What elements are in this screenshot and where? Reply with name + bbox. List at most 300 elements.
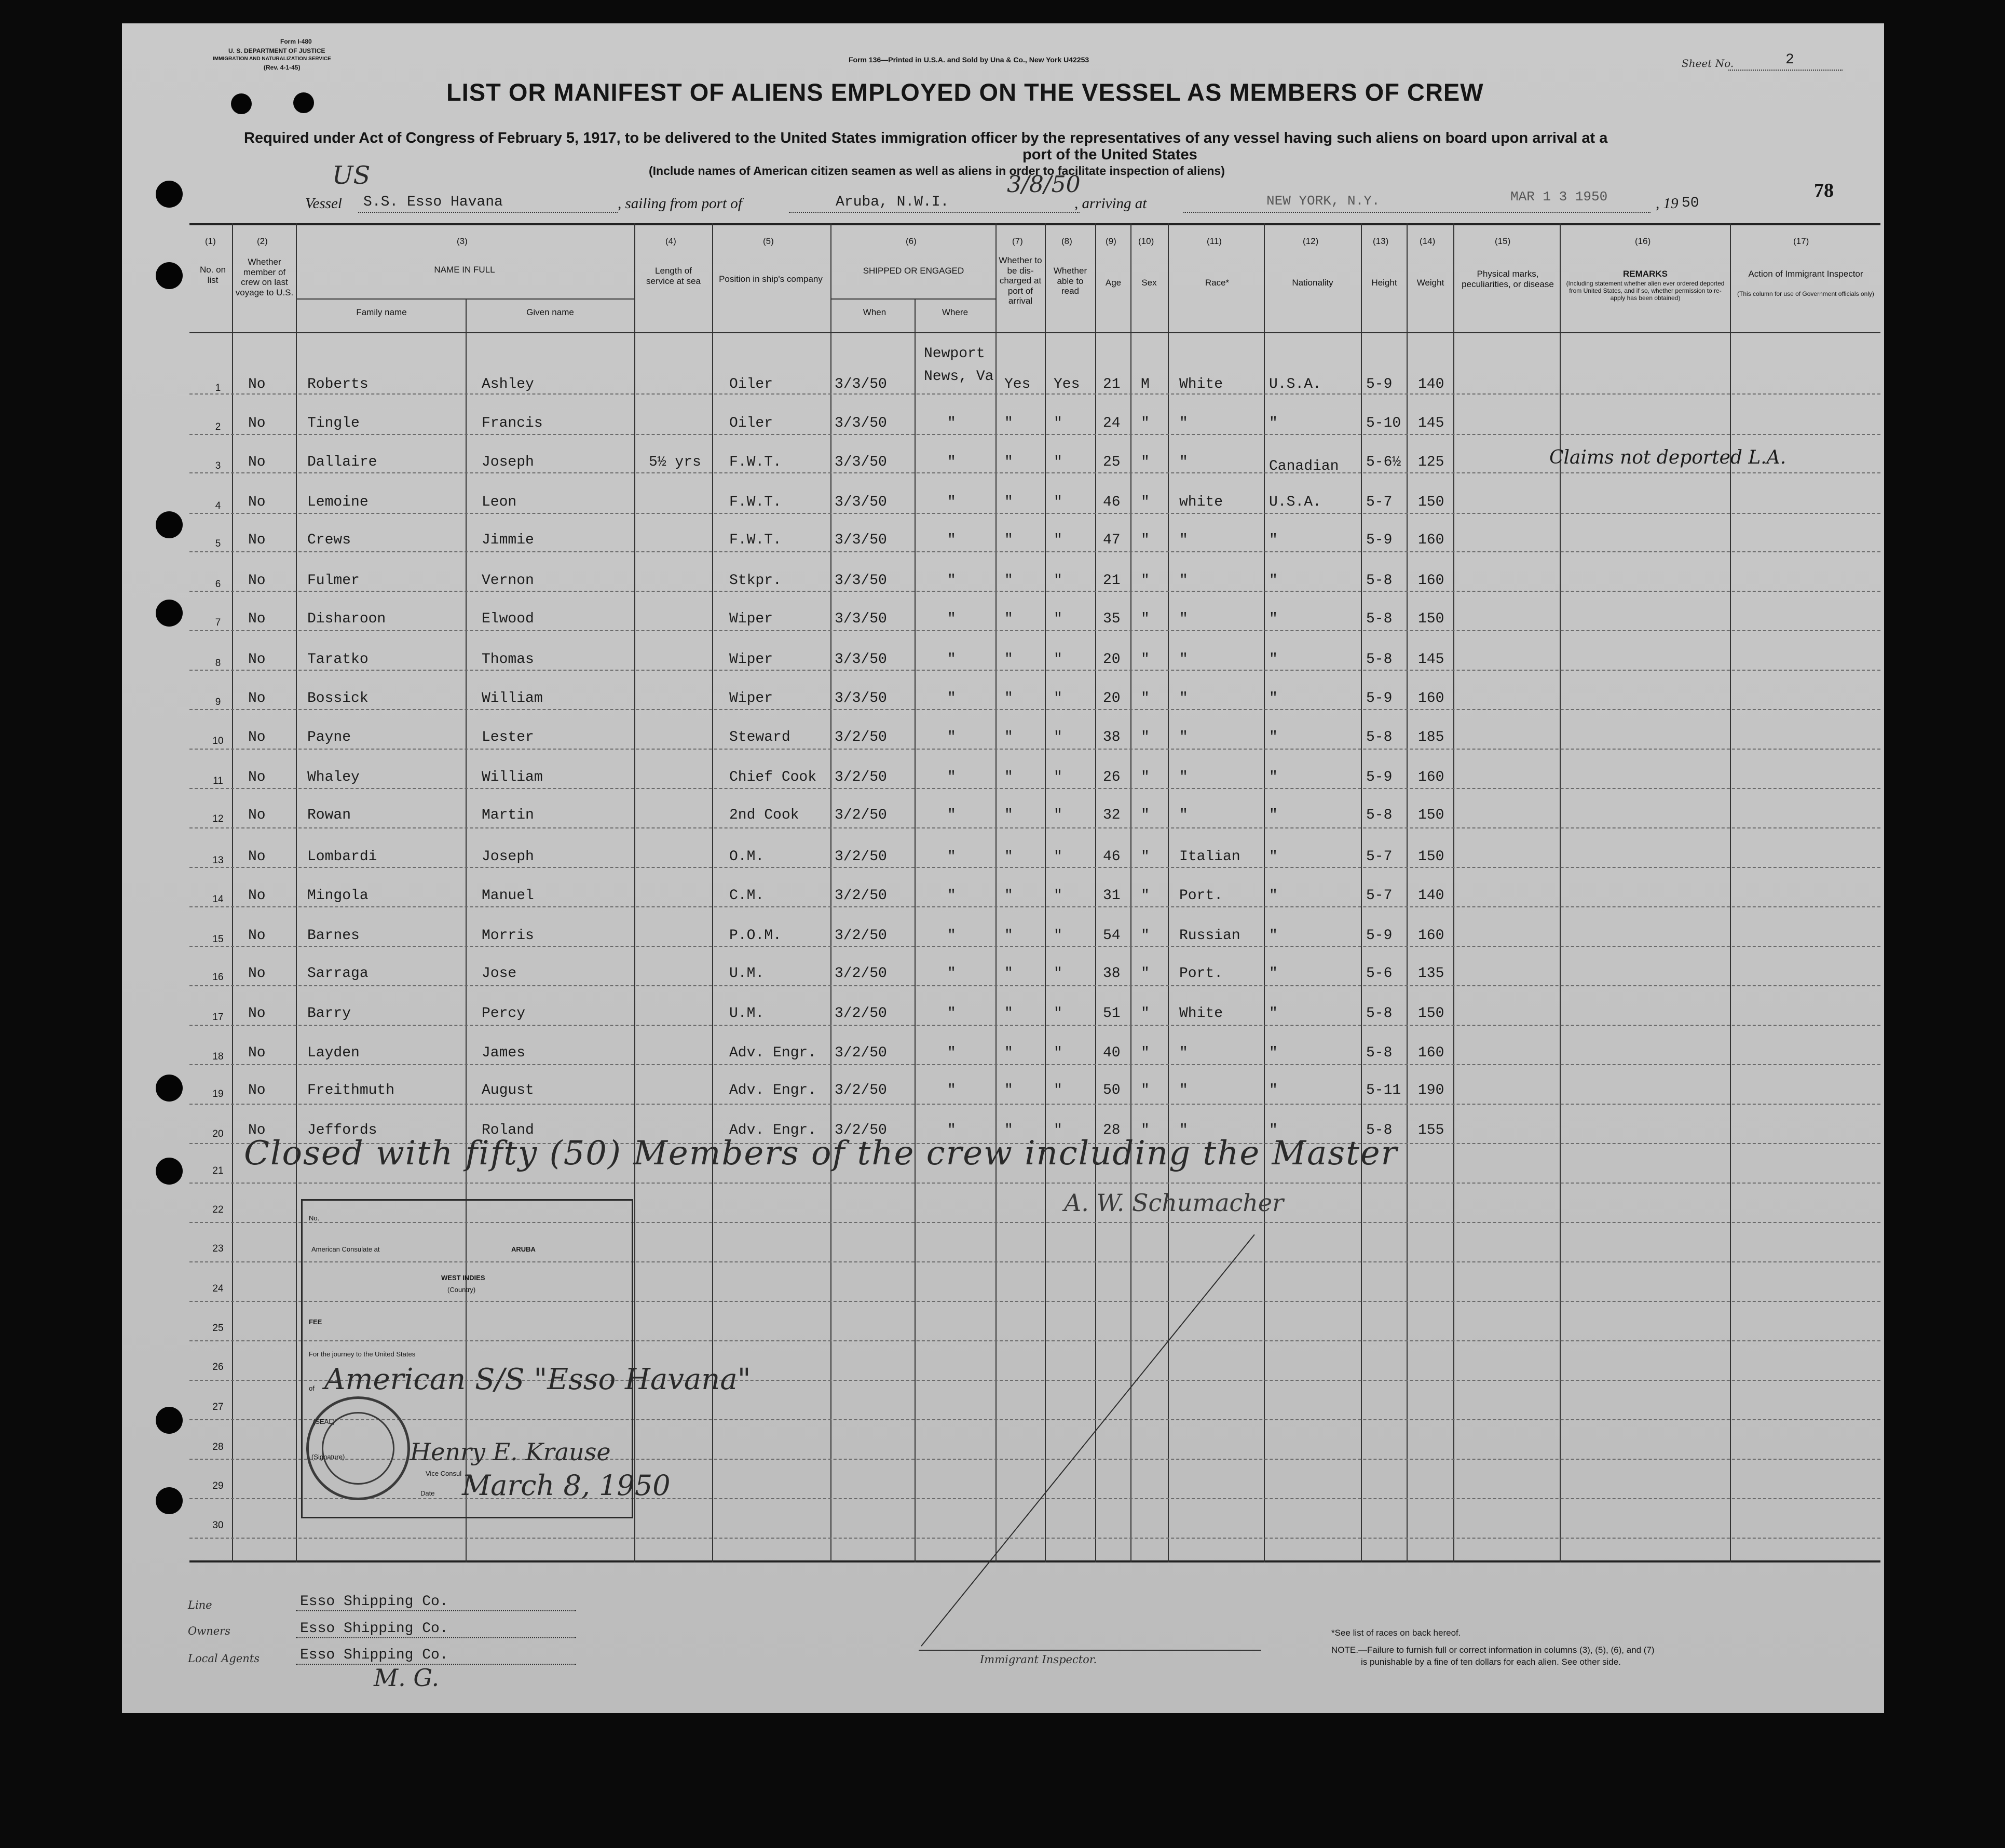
cell-able-to-read: "	[1054, 888, 1062, 904]
cell-shipped-when: 3/2/50	[835, 1082, 887, 1098]
cell-nationality: "	[1269, 690, 1278, 706]
col3-family-header: Family name	[356, 307, 407, 317]
cell-height: 5-7	[1366, 888, 1393, 904]
cell-age: 20	[1103, 651, 1121, 668]
cell-shipped-when: 3/2/50	[835, 769, 887, 785]
col15-number: (15)	[1495, 236, 1511, 246]
cell-position: Wiper	[729, 690, 773, 706]
col17-header: Action of Immigrant Inspector	[1748, 269, 1863, 279]
cell-nationality: "	[1269, 849, 1278, 865]
cell-discharged: "	[1004, 494, 1013, 510]
cell-shipped-when: 3/3/50	[835, 532, 887, 548]
arrival-line	[1183, 212, 1651, 213]
cell-shipped-where: "	[947, 966, 956, 982]
cell-shipped-when: 3/3/50	[835, 573, 887, 589]
cell-given-name: Thomas	[482, 651, 534, 668]
master-signature: A. W. Schumacher	[1064, 1189, 1284, 1217]
cell-height: 5-8	[1366, 1005, 1393, 1022]
row-number: 12	[212, 813, 224, 824]
cell-height: 5-6½	[1366, 454, 1401, 470]
cell-able-to-read: "	[1054, 966, 1062, 982]
cell-shipped-when: 3/2/50	[835, 807, 887, 823]
cell-position: Steward	[729, 729, 790, 745]
cell-age: 46	[1103, 494, 1121, 510]
row-rule	[189, 788, 1880, 789]
cell-position: C.M.	[729, 888, 765, 904]
col14-header: Weight	[1416, 278, 1444, 288]
footer-penalty-note-1: NOTE.—Failure to furnish full or correct information in columns (3), (5), (6), and (7)	[1331, 1645, 1655, 1655]
row-number: 2	[215, 422, 221, 432]
cell-weight: 150	[1418, 807, 1444, 823]
cell-able-to-read: "	[1054, 532, 1062, 548]
cell-race: "	[1179, 573, 1188, 589]
stamp-signature-label: (Signature)	[311, 1453, 345, 1461]
row-number: 30	[212, 1520, 224, 1531]
cell-discharged: "	[1004, 966, 1013, 982]
cell-prev-voyage: No	[248, 928, 266, 944]
cell-race: "	[1179, 1045, 1188, 1061]
cell-given-name: William	[482, 690, 543, 706]
stamp-country-label: (Country)	[447, 1286, 476, 1294]
cell-shipped-when: 3/3/50	[835, 611, 887, 627]
cell-height: 5-9	[1366, 532, 1393, 548]
row-number: 28	[212, 1442, 224, 1452]
cell-able-to-read: "	[1054, 849, 1062, 865]
cell-shipped-where: "	[947, 1082, 956, 1098]
cell-sex: M	[1141, 376, 1150, 392]
cell-given-name: Ashley	[482, 376, 534, 392]
cell-position: O.M.	[729, 849, 765, 865]
cell-prev-voyage: No	[248, 1082, 266, 1098]
cell-shipped-where: "	[947, 769, 956, 785]
col-divider	[1045, 223, 1046, 1562]
col1-header: No. on list	[199, 265, 226, 285]
row-number: 8	[215, 658, 221, 669]
cell-nationality: "	[1269, 1005, 1278, 1022]
cell-able-to-read: "	[1054, 729, 1062, 745]
col7-number: (7)	[1012, 236, 1023, 246]
cell-height: 5-8	[1366, 1045, 1393, 1061]
cell-nationality: "	[1269, 573, 1278, 589]
row-rule	[189, 591, 1880, 592]
cell-shipped-when: 3/2/50	[835, 966, 887, 982]
row-rule	[189, 670, 1880, 671]
row-rule	[189, 985, 1880, 986]
form-rev: (Rev. 4-1-45)	[264, 64, 301, 71]
row-number: 18	[212, 1051, 224, 1062]
form-id: Form I-480	[280, 38, 312, 45]
col8-header: Whether able to read	[1053, 266, 1087, 296]
col12-number: (12)	[1303, 236, 1319, 246]
footer-owners-label: Owners	[188, 1625, 230, 1637]
cell-shipped-where: "	[947, 1005, 956, 1022]
stamp-fee: FEE	[309, 1318, 322, 1326]
cell-height: 5-8	[1366, 611, 1393, 627]
cell-able-to-read: "	[1054, 1122, 1062, 1138]
punch-hole-5	[156, 1075, 183, 1102]
cell-height: 5-9	[1366, 376, 1393, 392]
cell-weight: 160	[1418, 769, 1444, 785]
cell-shipped-where: "	[947, 494, 956, 510]
cell-position: F.W.T.	[729, 494, 782, 510]
cell-nationality: "	[1269, 966, 1278, 982]
cell-nationality: "	[1269, 1082, 1278, 1098]
col6-number: (6)	[906, 236, 917, 246]
cell-shipped-where: "	[947, 532, 956, 548]
col9-number: (9)	[1106, 236, 1116, 246]
cell-discharged: "	[1004, 1082, 1013, 1098]
footer-owners-value: Esso Shipping Co.	[300, 1621, 448, 1637]
cell-family-name: Bossick	[307, 690, 369, 706]
cell-race: "	[1179, 611, 1188, 627]
header-bottom-rule	[189, 332, 1880, 333]
year-prefix: , 19	[1656, 195, 1679, 212]
row-number: 24	[212, 1283, 224, 1294]
cell-discharged: "	[1004, 1122, 1013, 1138]
cell-position: Wiper	[729, 611, 773, 627]
col11-header: Race*	[1205, 278, 1230, 288]
row-number: 25	[212, 1323, 224, 1334]
sheet-number: 2	[1785, 52, 1794, 68]
col5-header: Position in ship's company	[719, 274, 823, 284]
cell-height: 5-8	[1366, 807, 1393, 823]
cell-shipped-when: 3/3/50	[835, 690, 887, 706]
cell-discharged: "	[1004, 651, 1013, 668]
cell-age: 25	[1103, 454, 1121, 470]
arrival-port-stamp: NEW YORK, N.Y.	[1266, 193, 1380, 209]
row-rule	[189, 472, 1880, 473]
cell-sex: "	[1141, 611, 1150, 627]
cell-shipped-when: 3/2/50	[835, 888, 887, 904]
row-number: 29	[212, 1480, 224, 1491]
cell-shipped-where: "	[947, 729, 956, 745]
cell-discharged: "	[1004, 573, 1013, 589]
row-number: 17	[212, 1012, 224, 1023]
cell-prev-voyage: No	[248, 1045, 266, 1061]
footer-agents-label: Local Agents	[188, 1652, 260, 1665]
cell-able-to-read: "	[1054, 807, 1062, 823]
cell-sex: "	[1141, 573, 1150, 589]
cell-nationality: U.S.A.	[1269, 494, 1321, 510]
cell-weight: 185	[1418, 729, 1444, 745]
cell-family-name: Barry	[307, 1005, 351, 1022]
footer-line-rule	[296, 1610, 576, 1611]
footer-inspector-label: Immigrant Inspector.	[980, 1653, 1097, 1666]
footer-initials: M. G.	[374, 1664, 440, 1692]
col15-header: Physical marks, peculiarities, or disease	[1462, 269, 1554, 289]
footer-line-label: Line	[188, 1599, 212, 1611]
col16-header: REMARKS	[1623, 269, 1668, 279]
cell-nationality: "	[1269, 415, 1278, 431]
cell-shipped-where: Newport News, Va	[924, 346, 994, 385]
row-number: 9	[215, 697, 221, 708]
cell-family-name: Fulmer	[307, 573, 360, 589]
cell-position: Oiler	[729, 415, 773, 431]
row-number: 13	[212, 855, 224, 866]
row-rule	[189, 434, 1880, 435]
cell-able-to-read: "	[1054, 454, 1062, 470]
cell-position: F.W.T.	[729, 532, 782, 548]
col-divider	[1453, 223, 1454, 1562]
cell-sex: "	[1141, 729, 1150, 745]
cell-weight: 190	[1418, 1082, 1444, 1098]
cell-able-to-read: "	[1054, 690, 1062, 706]
cell-able-to-read: "	[1054, 611, 1062, 627]
cell-able-to-read: "	[1054, 494, 1062, 510]
cell-height: 5-10	[1366, 415, 1401, 431]
cell-able-to-read: "	[1054, 928, 1062, 944]
cell-age: 35	[1103, 611, 1121, 627]
stamp-date-handwritten: March 8, 1950	[462, 1469, 671, 1502]
col-divider	[1730, 223, 1731, 1562]
cell-shipped-when: 3/2/50	[835, 729, 887, 745]
col-divider	[915, 298, 916, 1562]
vessel-name-line	[358, 212, 618, 213]
cell-discharged: Yes	[1004, 376, 1031, 392]
cell-position: Chief Cook	[729, 769, 817, 785]
sheet-label: Sheet No.	[1682, 57, 1734, 70]
cell-height: 5-6	[1366, 966, 1393, 982]
cell-nationality: "	[1269, 729, 1278, 745]
cell-height: 5-11	[1366, 1082, 1401, 1098]
stamp-consulate: American Consulate at	[311, 1245, 380, 1253]
cell-given-name: Martin	[482, 807, 534, 823]
cell-discharged: "	[1004, 769, 1013, 785]
handwritten-date: 3/8/50	[1007, 171, 1081, 198]
cell-age: 47	[1103, 532, 1121, 548]
cell-given-name: Joseph	[482, 454, 534, 470]
cell-height: 5-7	[1366, 494, 1393, 510]
handwritten-us: US	[332, 161, 371, 190]
cell-given-name: Morris	[482, 928, 534, 944]
cell-able-to-read: "	[1054, 1005, 1062, 1022]
cell-weight: 140	[1418, 376, 1444, 392]
cell-race: "	[1179, 532, 1188, 548]
cell-family-name: Lombardi	[307, 849, 377, 865]
cell-family-name: Freithmuth	[307, 1082, 395, 1098]
cell-weight: 140	[1418, 888, 1444, 904]
cell-race: "	[1179, 1122, 1188, 1138]
cell-nationality: "	[1269, 807, 1278, 823]
col-divider	[830, 223, 831, 1562]
col8-number: (8)	[1061, 236, 1072, 246]
row-rule	[189, 709, 1880, 710]
cell-shipped-when: 3/2/50	[835, 928, 887, 944]
footer-penalty-note-2: is punishable by a fine of ten dollars for each alien. See other side.	[1361, 1657, 1621, 1667]
cell-race: "	[1179, 454, 1188, 470]
row-rule	[189, 1104, 1880, 1105]
row-number: 4	[215, 500, 221, 511]
row-rule	[189, 630, 1880, 631]
cell-family-name: Whaley	[307, 769, 360, 785]
cell-position: Adv. Engr.	[729, 1122, 817, 1138]
col2-header: Whether member of crew on last voyage to U.S.	[235, 257, 294, 297]
row-number: 6	[215, 579, 221, 590]
cell-height: 5-8	[1366, 729, 1393, 745]
cell-discharged: "	[1004, 611, 1013, 627]
col17-number: (17)	[1793, 236, 1809, 246]
footer-agents-value: Esso Shipping Co.	[300, 1647, 448, 1663]
cell-race: white	[1179, 494, 1223, 510]
cell-height: 5-8	[1366, 1122, 1393, 1138]
cell-age: 50	[1103, 1082, 1121, 1098]
cell-prev-voyage: No	[248, 573, 266, 589]
col-divider	[1264, 223, 1265, 1562]
row-number: 10	[212, 736, 224, 746]
cell-position: Adv. Engr.	[729, 1082, 817, 1098]
cell-family-name: Barnes	[307, 928, 360, 944]
cell-weight: 160	[1418, 690, 1444, 706]
cell-age: 21	[1103, 573, 1121, 589]
punch-hole-8	[156, 1487, 183, 1514]
col14-number: (14)	[1420, 236, 1436, 246]
cell-age: 51	[1103, 1005, 1121, 1022]
cell-position: U.M.	[729, 966, 765, 982]
col-divider	[1361, 223, 1362, 1562]
cell-discharged: "	[1004, 690, 1013, 706]
cell-sex: "	[1141, 1045, 1150, 1061]
cell-family-name: Mingola	[307, 888, 369, 904]
row-rule	[189, 749, 1880, 750]
row-rule	[189, 867, 1880, 868]
col10-number: (10)	[1138, 236, 1154, 246]
cell-given-name: August	[482, 1082, 534, 1098]
row-rule	[189, 393, 1880, 395]
cell-family-name: Crews	[307, 532, 351, 548]
cell-height: 5-9	[1366, 928, 1393, 944]
row-number: 3	[215, 460, 221, 471]
row-rule	[189, 1025, 1880, 1026]
col1-number: (1)	[205, 236, 216, 246]
cell-sex: "	[1141, 807, 1150, 823]
punch-hole-7	[156, 1407, 183, 1434]
cell-length-of-service: 5½ yrs	[649, 454, 701, 470]
cell-height: 5-7	[1366, 849, 1393, 865]
col-divider	[712, 223, 713, 1562]
cell-prev-voyage: No	[248, 807, 266, 823]
cell-shipped-where: "	[947, 415, 956, 431]
cell-sex: "	[1141, 888, 1150, 904]
footer-races-note: *See list of races on back hereof.	[1331, 1628, 1461, 1638]
stamp-seal-label: (SEAL)	[313, 1418, 335, 1425]
cell-weight: 150	[1418, 494, 1444, 510]
cell-sex: "	[1141, 494, 1150, 510]
cell-race: Port.	[1179, 966, 1223, 982]
col6-where-header: Where	[942, 307, 969, 317]
page-corner-number: 78	[1814, 180, 1834, 201]
closing-note: Closed with fifty (50) Members of the crew including the Master	[244, 1134, 1398, 1173]
punch-hole-2	[156, 262, 183, 289]
col5-number: (5)	[763, 236, 774, 246]
cell-given-name: Roland	[482, 1122, 534, 1138]
cell-nationality: "	[1269, 532, 1278, 548]
cell-prev-voyage: No	[248, 494, 266, 510]
row-number: 23	[212, 1243, 224, 1254]
manifest-title: LIST OR MANIFEST OF ALIENS EMPLOYED ON THE VESSEL AS MEMBERS OF CREW	[446, 78, 1484, 106]
col16-subheader: (Including statement whether alien ever ordered deported from United States, and if so, whether permission to re-apply has been obtained)	[1566, 280, 1725, 302]
cell-sex: "	[1141, 1082, 1150, 1098]
row-rule	[189, 551, 1880, 552]
cell-shipped-where: "	[947, 690, 956, 706]
sailing-label: , sailing from port of	[618, 195, 742, 212]
stamp-vessel-handwritten: American S/S "Esso Havana"	[324, 1363, 751, 1396]
cell-age: 38	[1103, 966, 1121, 982]
stamp-date-label: Date	[420, 1489, 435, 1497]
col6-when-header: When	[863, 307, 886, 317]
cell-height: 5-9	[1366, 690, 1393, 706]
col-divider	[1130, 223, 1131, 1562]
cell-sex: "	[1141, 415, 1150, 431]
cell-race: Port.	[1179, 888, 1223, 904]
col-divider	[1560, 223, 1561, 1562]
printer-line: Form 136—Printed in U.S.A. and Sold by Una & Co., New York U42253	[849, 56, 1089, 64]
cell-prev-voyage: No	[248, 454, 266, 470]
col-divider	[634, 223, 635, 1562]
punch-hole-4	[156, 600, 183, 627]
cell-sex: "	[1141, 769, 1150, 785]
cell-discharged: "	[1004, 807, 1013, 823]
cell-position: Wiper	[729, 651, 773, 668]
cell-race: "	[1179, 1082, 1188, 1098]
cell-family-name: Payne	[307, 729, 351, 745]
stamp-country: WEST INDIES	[441, 1274, 485, 1282]
cell-height: 5-8	[1366, 651, 1393, 668]
cell-sex: "	[1141, 966, 1150, 982]
stamp-journey: For the journey to the United States	[309, 1350, 416, 1358]
cell-race: Italian	[1179, 849, 1240, 865]
cell-shipped-when: 3/3/50	[835, 376, 887, 392]
cell-remarks: Claims not deported L.A.	[1549, 447, 1786, 468]
row-rule	[189, 513, 1880, 514]
cell-position: P.O.M.	[729, 928, 782, 944]
cell-race: "	[1179, 690, 1188, 706]
cell-sex: "	[1141, 1122, 1150, 1138]
cell-shipped-where: "	[947, 1122, 956, 1138]
cell-shipped-when: 3/3/50	[835, 454, 887, 470]
row-number: 7	[215, 617, 221, 628]
cell-family-name: Layden	[307, 1045, 360, 1061]
cell-race: "	[1179, 807, 1188, 823]
cell-nationality: Canadian	[1269, 458, 1339, 474]
cell-position: F.W.T.	[729, 454, 782, 470]
cell-weight: 155	[1418, 1122, 1444, 1138]
cell-weight: 160	[1418, 532, 1444, 548]
cell-shipped-where: "	[947, 849, 956, 865]
cell-prev-voyage: No	[248, 769, 266, 785]
vessel-name: S.S. Esso Havana	[363, 194, 503, 210]
cell-family-name: Sarraga	[307, 966, 369, 982]
cell-prev-voyage: No	[248, 376, 266, 392]
cell-race: "	[1179, 415, 1188, 431]
cell-prev-voyage: No	[248, 966, 266, 982]
manifest-subtitle-3: (Include names of American citizen seamen as well as aliens in order to facilitate inspection of aliens)	[649, 164, 1225, 178]
cell-position: Oiler	[729, 376, 773, 392]
cell-able-to-read: "	[1054, 1082, 1062, 1098]
footer-line-value: Esso Shipping Co.	[300, 1594, 448, 1610]
cell-shipped-when: 3/2/50	[835, 849, 887, 865]
cell-weight: 150	[1418, 1005, 1444, 1022]
col10-header: Sex	[1141, 278, 1157, 288]
cell-position: 2nd Cook	[729, 807, 799, 823]
cell-prev-voyage: No	[248, 532, 266, 548]
cell-family-name: Lemoine	[307, 494, 369, 510]
cell-weight: 145	[1418, 415, 1444, 431]
cell-nationality: "	[1269, 769, 1278, 785]
cell-age: 21	[1103, 376, 1121, 392]
col-divider	[1095, 223, 1096, 1562]
cell-race: White	[1179, 1005, 1223, 1022]
cell-shipped-when: 3/2/50	[835, 1005, 887, 1022]
